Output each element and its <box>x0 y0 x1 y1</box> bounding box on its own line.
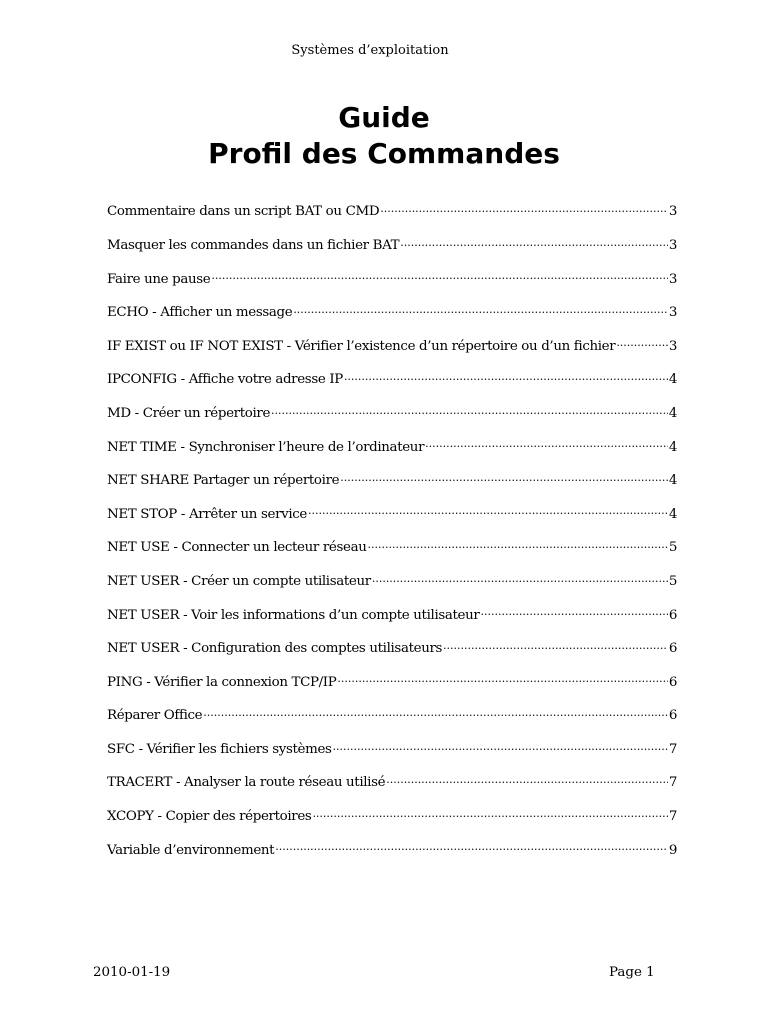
toc-entry-page: 4 <box>668 372 677 388</box>
toc-dot-leader <box>367 538 667 551</box>
toc-entry[interactable] <box>107 706 677 740</box>
toc-entry-title: NET SHARE Partager un répertoire <box>107 473 340 489</box>
toc-dot-leader <box>312 807 667 820</box>
toc-entry[interactable] <box>107 807 677 841</box>
toc-dot-leader <box>293 303 668 316</box>
toc-entry-title: NET USER - Voir les informations d’un compte utilisateur <box>107 607 480 623</box>
toc-entry[interactable] <box>107 639 677 673</box>
toc-dot-leader <box>333 740 668 753</box>
toc-dot-leader <box>400 236 668 249</box>
title-line-2: Profil des Commandes <box>208 137 560 170</box>
toc-entry-title: NET STOP - Arrêter un service <box>107 506 307 522</box>
toc-dot-leader <box>480 605 667 618</box>
toc-entry-page: 6 <box>668 708 677 724</box>
toc-entry[interactable] <box>107 740 677 774</box>
toc-entry-page: 5 <box>668 573 677 589</box>
toc-dot-leader <box>380 202 668 215</box>
toc-entry-title: PING - Vérifier la connexion TCP/IP <box>107 674 337 690</box>
toc-entry-title: IF EXIST ou IF NOT EXIST - Vérifier l’existence d’un répertoire ou d’un fichier <box>107 338 616 354</box>
toc-entry-page: 9 <box>668 842 677 858</box>
toc-entry-page: 7 <box>668 741 677 757</box>
toc-entry[interactable] <box>107 236 677 270</box>
toc-entry[interactable] <box>107 303 677 337</box>
toc-entry-title: MD - Créer un répertoire <box>107 405 271 421</box>
toc-entry-page: 5 <box>668 540 677 556</box>
toc-entry-page: 3 <box>668 204 677 220</box>
toc-dot-leader <box>271 404 668 417</box>
toc-entry-page: 3 <box>668 237 677 253</box>
toc-entry-page: 4 <box>668 405 677 421</box>
toc-entry-title: IPCONFIG - Affiche votre adresse IP <box>107 372 343 388</box>
toc-entry-page: 6 <box>668 641 677 657</box>
toc-entry[interactable] <box>107 437 677 471</box>
toc-entry-page: 6 <box>668 607 677 623</box>
toc-dot-leader <box>344 370 668 383</box>
toc-entry-title: NET TIME - Synchroniser l’heure de l’ordinateur <box>107 439 425 455</box>
document-title <box>0 100 768 172</box>
running-header: Systèmes d’exploitation <box>291 43 449 58</box>
toc-entry-title: TRACERT - Analyser la route réseau utilisé <box>107 775 386 791</box>
toc-entry-page: 4 <box>668 506 677 522</box>
toc-dot-leader <box>211 269 667 282</box>
toc-dot-leader <box>616 336 668 349</box>
toc-dot-leader <box>443 639 668 652</box>
toc-entry-page: 7 <box>668 809 677 825</box>
toc-dot-leader <box>203 706 668 719</box>
toc-entry-title: Réparer Office <box>107 708 203 724</box>
toc-entry-page: 3 <box>668 338 677 354</box>
toc-entry[interactable] <box>107 202 677 236</box>
toc-entry[interactable] <box>107 840 677 874</box>
toc-dot-leader <box>337 672 667 685</box>
toc-entry-title: Variable d’environnement <box>107 842 275 858</box>
toc-entry-title: Faire une pause <box>107 271 211 287</box>
toc-entry-page: 6 <box>668 674 677 690</box>
toc-entry[interactable] <box>107 672 677 706</box>
toc-entry-page: 4 <box>668 439 677 455</box>
toc-entry-title: XCOPY - Copier des répertoires <box>107 809 312 825</box>
footer-page-number: Page 1 <box>609 965 655 980</box>
toc-dot-leader <box>425 437 668 450</box>
toc-entry[interactable] <box>107 471 677 505</box>
toc-entry[interactable] <box>107 504 677 538</box>
footer-date: 2010-01-19 <box>93 965 171 980</box>
toc-dot-leader <box>275 840 668 853</box>
toc-entry-title: SFC - Vérifier les fichiers systèmes <box>107 741 332 757</box>
toc-entry-page: 4 <box>668 473 677 489</box>
toc-entry-page: 3 <box>668 271 677 287</box>
toc-entry[interactable] <box>107 269 677 303</box>
toc-dot-leader <box>340 471 668 484</box>
toc-dot-leader <box>308 504 668 517</box>
table-of-contents <box>107 202 677 874</box>
toc-entry-title: ECHO - Afficher un message <box>107 305 293 321</box>
toc-entry[interactable] <box>107 605 677 639</box>
toc-entry[interactable] <box>107 773 677 807</box>
toc-entry-page: 3 <box>668 305 677 321</box>
toc-entry[interactable] <box>107 572 677 606</box>
toc-entry-title: NET USER - Configuration des comptes utilisateurs <box>107 641 443 657</box>
toc-dot-leader <box>372 572 668 585</box>
toc-dot-leader <box>386 773 668 786</box>
toc-entry[interactable] <box>107 404 677 438</box>
toc-entry[interactable] <box>107 336 677 370</box>
title-line-1: Guide <box>338 101 430 134</box>
toc-entry-title: Commentaire dans un script BAT ou CMD <box>107 204 380 220</box>
toc-entry[interactable] <box>107 538 677 572</box>
toc-entry[interactable] <box>107 370 677 404</box>
toc-entry-title: Masquer les commandes dans un fichier BAT <box>107 237 400 253</box>
toc-entry-title: NET USER - Créer un compte utilisateur <box>107 573 371 589</box>
toc-entry-title: NET USE - Connecter un lecteur réseau <box>107 540 367 556</box>
toc-entry-page: 7 <box>668 775 677 791</box>
